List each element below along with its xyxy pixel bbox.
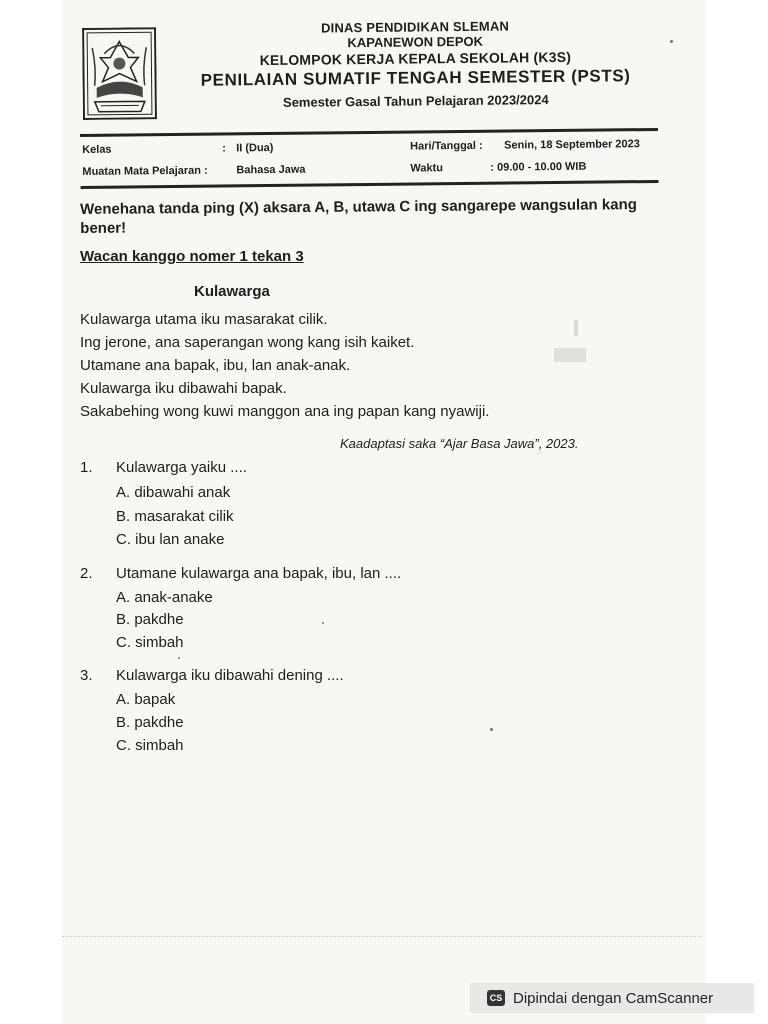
semester-line: Semester Gasal Tahun Pelajaran 2023/2024	[282, 91, 549, 110]
agency-name: DINAS PENDIDIKAN SLEMAN	[320, 18, 510, 36]
story-line: Kulawarga utama iku masarakat cilik.	[80, 311, 328, 328]
info-row-2	[80, 160, 658, 178]
answer-option-c[interactable]: C. ibu lan anake	[116, 531, 225, 548]
waktu-value: : 09.00 - 10.00 WIB	[490, 160, 587, 174]
answer-option-b[interactable]: B. pakdhe	[116, 714, 184, 731]
header-text	[170, 18, 661, 112]
answer-option-a[interactable]: A. bapak	[116, 691, 176, 708]
question-text: Utamane kulawarga ana bapak, ibu, lan ....	[116, 565, 402, 582]
instruction-text: Wenehana tanda ping (X) aksara A, B, utawa C ing sangarepe wangsulan kang bener!	[80, 196, 637, 237]
exam-title: PENILAIAN SUMATIF TENGAH SEMESTER (PSTS)	[200, 66, 631, 90]
kelas-value: II (Dua)	[236, 141, 274, 155]
story-line: Utamane ana bapak, ibu, lan anak-anak.	[80, 357, 351, 374]
working-group-name: KELOMPOK KERJA KEPALA SEKOLAH (K3S)	[259, 48, 572, 68]
story-source: Kaadaptasi saka “Ajar Basa Jawa”, 2023.	[340, 436, 579, 451]
question-number: 1.	[80, 459, 93, 476]
question-text: Kulawarga yaiku ....	[116, 459, 247, 476]
answer-option-c[interactable]: C. simbah	[116, 737, 184, 754]
scan-speck	[322, 622, 324, 624]
scan-smudge	[548, 318, 592, 370]
sleman-regency-seal-icon	[82, 27, 157, 120]
question-number: 3.	[80, 667, 93, 684]
scan-edge-noise	[62, 936, 702, 939]
answer-option-a[interactable]: A. dibawahi anak	[116, 484, 231, 501]
camscanner-logo-icon: CS	[487, 990, 505, 1006]
muatan-label: Muatan Mata Pelajaran :	[82, 164, 208, 178]
answer-option-b[interactable]: B. pakdhe	[116, 611, 184, 628]
kelas-separator: :	[222, 142, 226, 155]
story-line: Kulawarga iku dibawahi bapak.	[80, 380, 287, 397]
story-line: Sakabehing wong kuwi manggon ana ing papan kang nyawiji.	[80, 403, 490, 420]
scan-speck	[178, 657, 180, 659]
answer-option-b[interactable]: B. masarakat cilik	[116, 508, 234, 525]
kelas-label: Kelas	[82, 143, 112, 156]
camscanner-watermark	[470, 983, 754, 1013]
hari-value: Senin, 18 September 2023	[504, 138, 640, 152]
hari-label: Hari/Tanggal :	[410, 139, 483, 153]
info-row-1	[80, 138, 658, 156]
question-text: Kulawarga iku dibawahi dening ....	[116, 667, 344, 684]
story-line: Ing jerone, ana saperangan wong kang isih kaiket.	[80, 334, 415, 351]
answer-option-a[interactable]: A. anak-anake	[116, 589, 213, 606]
waktu-label: Waktu	[410, 162, 444, 175]
district-name: KAPANEWON DEPOK	[347, 33, 484, 51]
reading-heading: Wacan kanggo nomer 1 tekan 3	[80, 248, 304, 265]
watermark-text: Dipindai dengan CamScanner	[513, 989, 714, 1007]
scan-speck	[490, 728, 493, 731]
story-title: Kulawarga	[194, 283, 270, 300]
answer-option-c[interactable]: C. simbah	[116, 634, 184, 651]
muatan-value: Bahasa Jawa	[236, 163, 306, 177]
scan-speck	[670, 40, 673, 43]
exam-header	[80, 18, 661, 132]
exam-info-block	[80, 128, 659, 190]
question-number: 2.	[80, 565, 93, 582]
